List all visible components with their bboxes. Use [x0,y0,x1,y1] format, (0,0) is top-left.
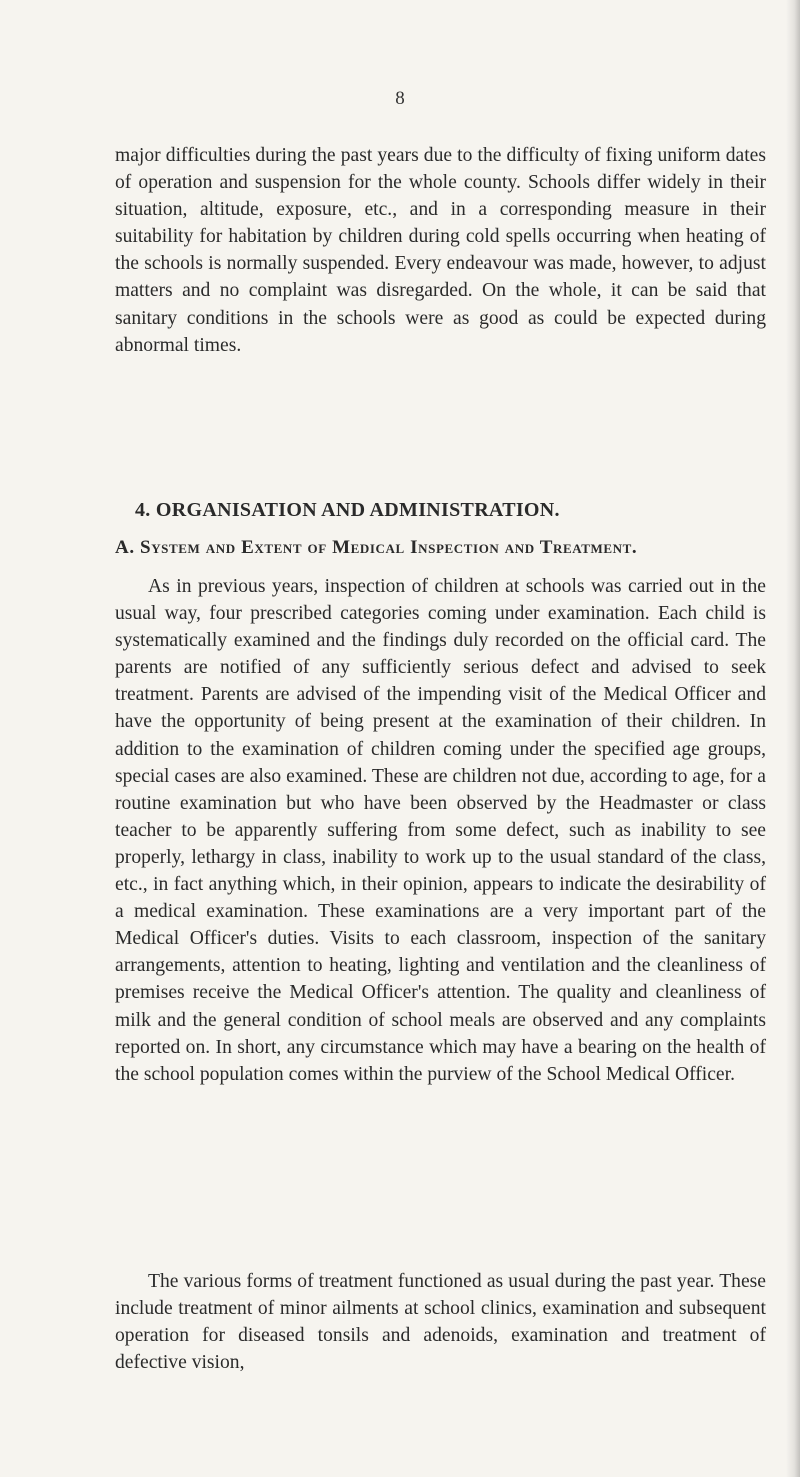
section-heading: 4. ORGANISATION AND ADMINISTRATION. [135,499,560,521]
paragraph-school-conditions: major difficulties during the past years due to the difficulty of fixing uniform dates of operation and suspension for the whole county. Schools differ widely in their situation, altitude, exposure, etc., and in a corresponding measure in their suitability for habitation by children during cold spells occurring when heating of the schools is normally suspended. Every endeavour was made, however, to adjust matters and no complaint was disregarded. On the whole, it can be said that sanitary conditions in the schools were as good as could be expected during abnormal times. [115,145,766,356]
page-edge-shadow [786,0,800,1477]
page-number: 8 [395,88,405,109]
paragraph-treatment: The various forms of treatment functioned as usual during the past year. These include treatment of minor ailments at school clinics, examination and subsequent operation for diseased tonsils and adenoids, examination and treatment of defective vision, [115,1271,766,1374]
subsection-heading: A. System and Extent of Medical Inspection and Treatment. [115,537,638,558]
paragraph-inspection: As in previous years, inspection of children at schools was carried out in the usual way, four prescribed categories coming under examination. Each child is systematically examined and the findings duly recorded on the official card. The parents are notified of any sufficiently serious defect and advised to seek treatment. Parents are advised of the impending visit of the Medical Officer and have the opportunity of being present at the examination of their children. In addition to the examination of children coming under the specified age groups, special cases are also examined. These are children not due, according to age, for a routine examination but who have been observed by the Headmaster or class teacher to be apparently suffering from some defect, such as inability to see properly, lethargy in class, inability to work up to the usual standard of the class, etc., in fact anything which, in their opinion, appears to indicate the desirability of a medical examination. These examinations are a very important part of the Medical Officer's duties. Visits to each classroom, inspection of the sanitary arrangements, attention to heating, lighting and ventilation and the cleanliness of premises receive the Medical Officer's attention. The quality and cleanliness of milk and the general condition of school meals are observed and any complaints reported on. In short, any circumstance which may have a bearing on the health of the school population comes within the purview of the School Medical Officer. [115,576,766,1085]
